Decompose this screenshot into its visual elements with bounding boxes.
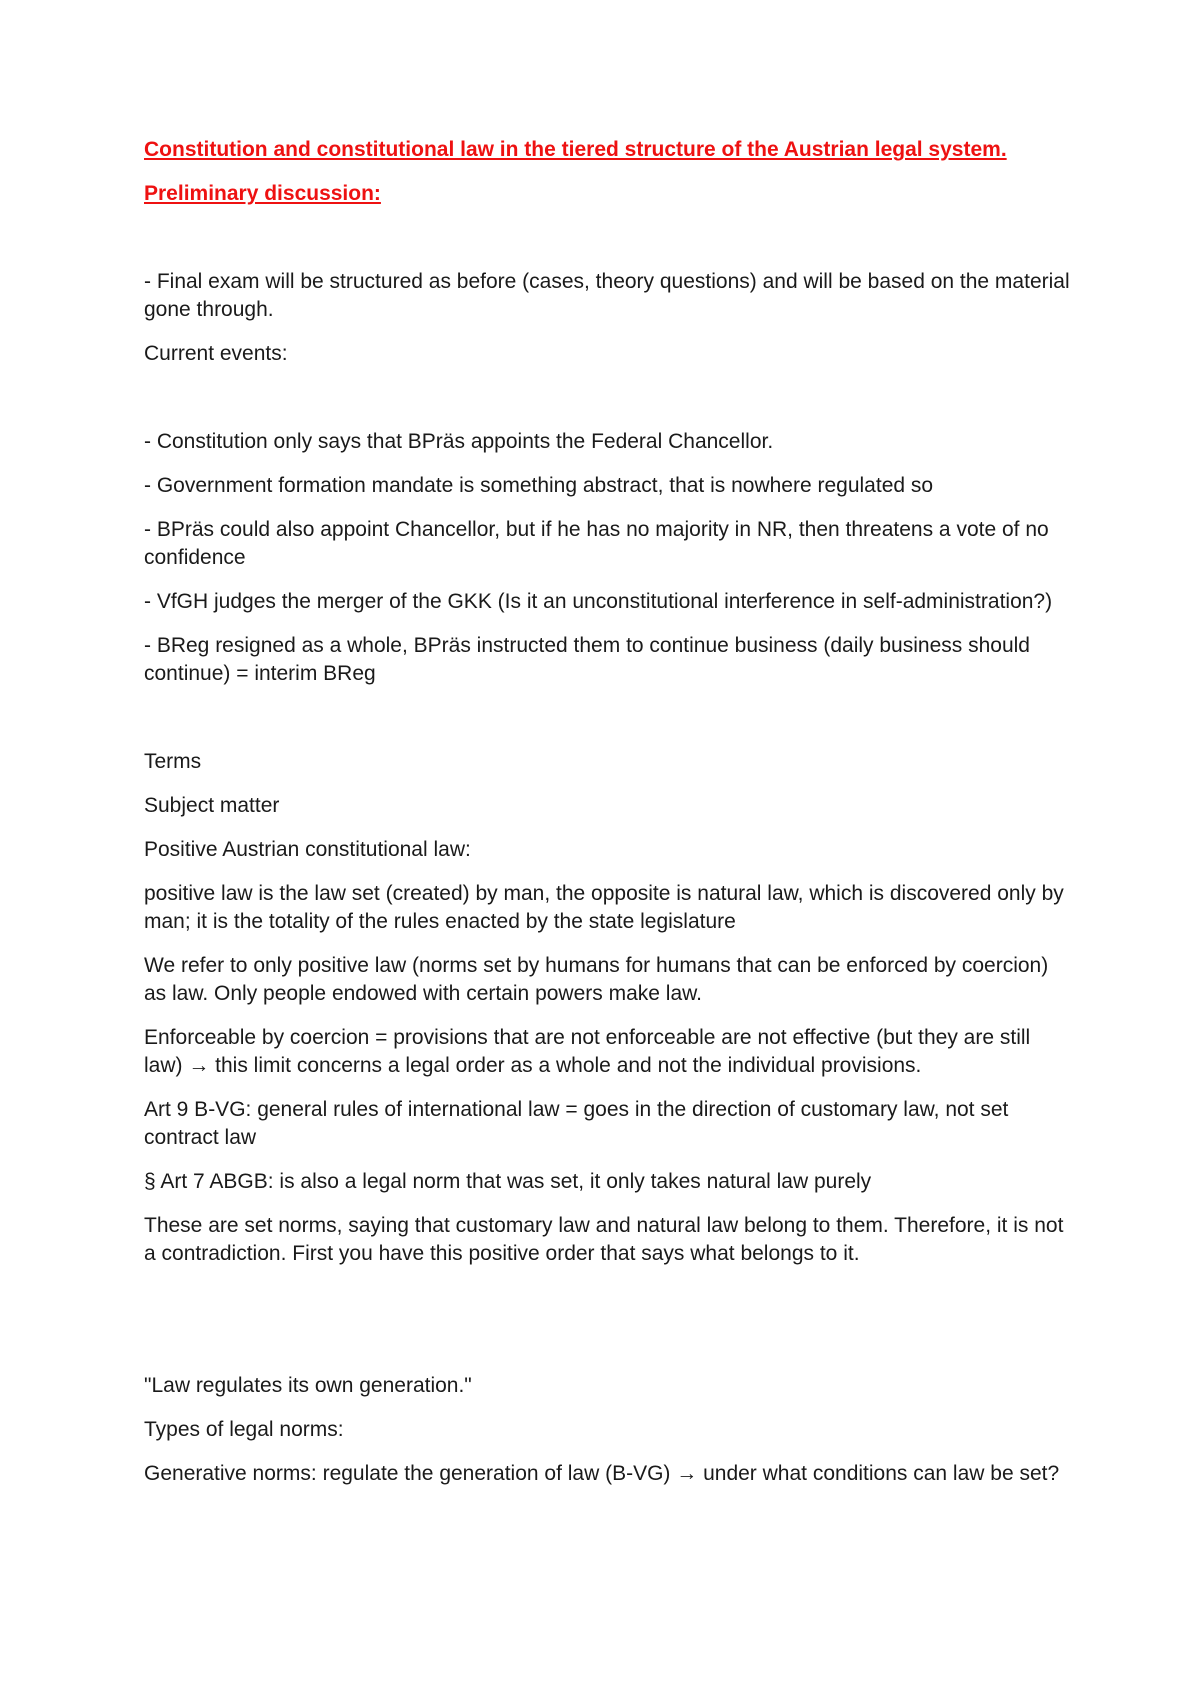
- paragraph-current-events: Current events:: [144, 342, 288, 365]
- blank-line: [144, 1328, 1074, 1356]
- paragraph-exam: - Final exam will be structured as before (cases, theory questions) and will be based on the material gone through.: [144, 270, 1070, 321]
- paragraph-bpras-appoints: - Constitution only says that BPräs appoints the Federal Chancellor.: [144, 430, 774, 453]
- blank-line: [144, 384, 1074, 412]
- paragraph-generative-norms: Generative norms: regulate the generation of law (B-VG) → under what conditions can law be set?: [144, 1462, 1060, 1485]
- paragraph-art7: § Art 7 ABGB: is also a legal norm that was set, it only takes natural law purely: [144, 1170, 872, 1193]
- paragraph-art9: Art 9 B-VG: general rules of international law = goes in the direction of customary law, not set contract law: [144, 1098, 1009, 1149]
- paragraph-positive-law-definition: positive law is the law set (created) by man, the opposite is natural law, which is discovered only by man; it is the totality of the rules enacted by the state legislature: [144, 882, 1064, 933]
- blank-line: [144, 224, 1074, 252]
- document-body: [144, 136, 1074, 1504]
- paragraph-quote: "Law regulates its own generation.": [144, 1374, 472, 1397]
- paragraph-terms: Terms: [144, 750, 202, 773]
- paragraph-enforceable: Enforceable by coercion = provisions that are not enforceable are not effective (but they are still law) → this limit concerns a legal order as a whole and not the individual provisions.: [144, 1026, 1031, 1077]
- document-subtitle: Preliminary discussion:: [144, 182, 381, 205]
- document-title: Constitution and constitutional law in the tiered structure of the Austrian legal system.: [144, 138, 1007, 161]
- paragraph-breg-resigned: - BReg resigned as a whole, BPräs instructed them to continue business (daily business should continue) = interim BReg: [144, 634, 1030, 685]
- blank-line: [144, 1284, 1074, 1312]
- paragraph-subject-matter: Subject matter: [144, 794, 280, 817]
- paragraph-government-mandate: - Government formation mandate is something abstract, that is nowhere regulated so: [144, 474, 934, 497]
- blank-line: [144, 704, 1074, 732]
- paragraph-vfgh-merger: - VfGH judges the merger of the GKK (Is it an unconstitutional interference in self-administration?): [144, 590, 1053, 613]
- paragraph-chancellor-majority: - BPräs could also appoint Chancellor, but if he has no majority in NR, then threatens a vote of no confidence: [144, 518, 1049, 569]
- paragraph-set-norms: These are set norms, saying that customary law and natural law belong to them. Therefore, it is not a contradiction. First you have this positive order that says what belongs to it.: [144, 1214, 1064, 1265]
- paragraph-positive-law-heading: Positive Austrian constitutional law:: [144, 838, 471, 861]
- paragraph-types-of-norms: Types of legal norms:: [144, 1418, 344, 1441]
- paragraph-positive-law-refer: We refer to only positive law (norms set by humans for humans that can be enforced by coercion) as law. Only people endowed with certain powers make law.: [144, 954, 1049, 1005]
